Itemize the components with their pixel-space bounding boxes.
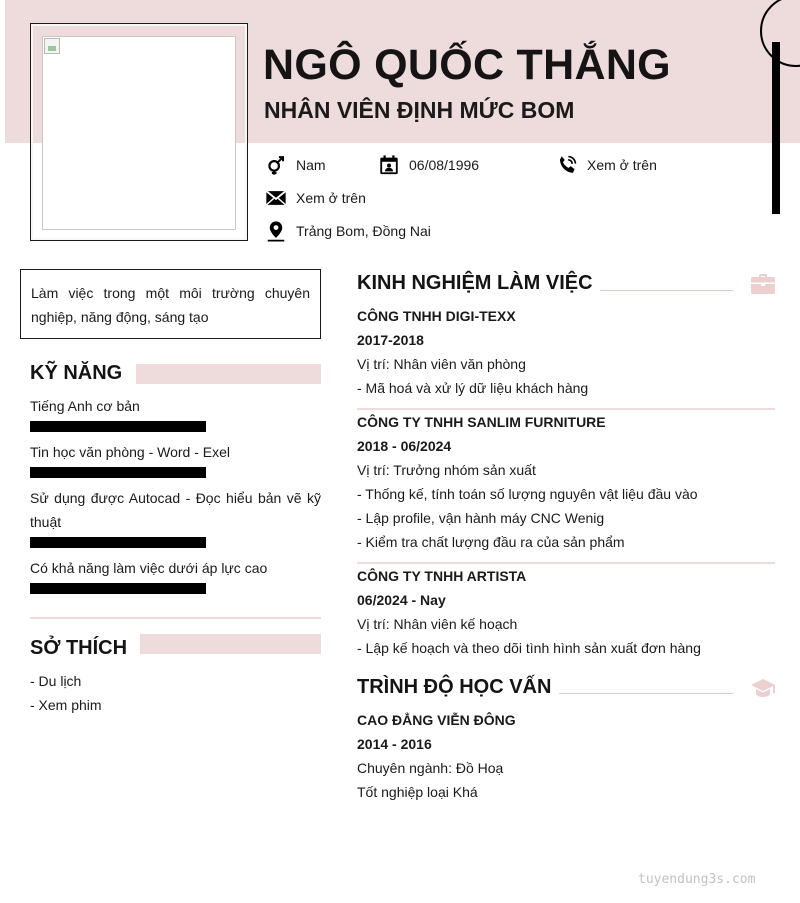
contact-address: Trảng Bom, Đồng Nai	[265, 219, 431, 243]
job-company: CÔNG TY TNHH ARTISTA	[357, 568, 527, 584]
job-title: NHÂN VIÊN ĐỊNH MỨC BOM	[264, 97, 575, 123]
graduation-cap-icon	[750, 677, 776, 699]
hobby-item: - Du lịch	[30, 673, 82, 689]
job-detail: Vị trí: Nhân viên kế hoạch	[357, 616, 518, 632]
avatar-frame	[30, 23, 248, 241]
broken-image-icon	[44, 38, 60, 54]
education-heading-line	[559, 693, 733, 694]
briefcase-icon	[750, 273, 776, 295]
job-detail: - Kiểm tra chất lượng đầu ra của sản phẩm	[357, 534, 625, 550]
skill-level-bar	[30, 537, 206, 548]
skill-label: Tin học văn phòng - Word - Exel	[30, 444, 230, 460]
education-major: Chuyên ngành: Đồ Hoạ	[357, 760, 504, 776]
gender-icon	[265, 154, 287, 176]
candidate-name: NGÔ QUỐC THẮNG	[263, 41, 671, 89]
contact-birthday: 06/08/1996	[378, 153, 479, 177]
job-detail: - Lập profile, vận hành máy CNC Wenig	[357, 510, 605, 526]
avatar	[42, 36, 236, 230]
job-company: CÔNG TY TNHH SANLIM FURNITURE	[357, 414, 606, 430]
job-detail: Vị trí: Nhân viên văn phòng	[357, 356, 526, 372]
hobby-item: - Xem phim	[30, 697, 102, 713]
map-pin-icon	[265, 220, 287, 242]
skill-label: Có khả năng làm việc dưới áp lực cao	[30, 560, 268, 576]
job-detail: - Mã hoá và xử lý dữ liệu khách hàng	[357, 380, 589, 396]
contact-phone: Xem ở trên	[556, 153, 657, 177]
calendar-icon	[378, 154, 400, 176]
job-company: CÔNG TNHH DIGI-TEXX	[357, 308, 516, 324]
skills-heading-bar	[136, 364, 321, 384]
education-period: 2014 - 2016	[357, 736, 432, 752]
education-school: CAO ĐẲNG VIỄN ĐÔNG	[357, 712, 516, 728]
job-period: 2017-2018	[357, 332, 424, 348]
job-detail: Vị trí: Trưởng nhóm sản xuất	[357, 462, 536, 478]
job-period: 06/2024 - Nay	[357, 592, 446, 608]
education-grade: Tốt nghiệp loại Khá	[357, 784, 478, 800]
skill-level-bar	[30, 421, 206, 432]
job-detail: - Lập kế hoạch và theo dõi tình hình sản xuất đơn hàng	[357, 640, 701, 656]
phone-icon	[556, 154, 578, 176]
job-detail: - Thống kế, tính toán số lượng nguyên vật liệu đầu vào	[357, 486, 698, 502]
skill-level-bar	[30, 467, 206, 478]
hobbies-heading-bar	[140, 634, 321, 654]
experience-heading: KINH NGHIỆM LÀM VIỆC	[357, 272, 593, 294]
skill-label: Tiếng Anh cơ bản	[30, 398, 140, 414]
career-objective: Làm việc trong một môi trường chuyên nghiệp, năng động, sáng tạo	[20, 269, 321, 339]
section-divider	[30, 617, 321, 619]
skill-label: Sử dụng được Autocad - Đọc hiểu bản vẽ kỹ thuật	[30, 490, 321, 530]
contact-email: Xem ở trên	[265, 186, 366, 210]
contact-gender: Nam	[265, 153, 326, 177]
envelope-icon	[265, 187, 287, 209]
watermark: tuyendung3s.com	[638, 872, 756, 887]
experience-heading-line	[600, 290, 733, 291]
education-heading: TRÌNH ĐỘ HỌC VẤN	[357, 676, 552, 698]
hobbies-heading: SỞ THÍCH	[30, 637, 128, 659]
skills-heading: KỸ NĂNG	[30, 362, 123, 384]
right-accent-bar	[772, 42, 780, 214]
skill-level-bar	[30, 583, 206, 594]
job-period: 2018 - 06/2024	[357, 438, 452, 454]
